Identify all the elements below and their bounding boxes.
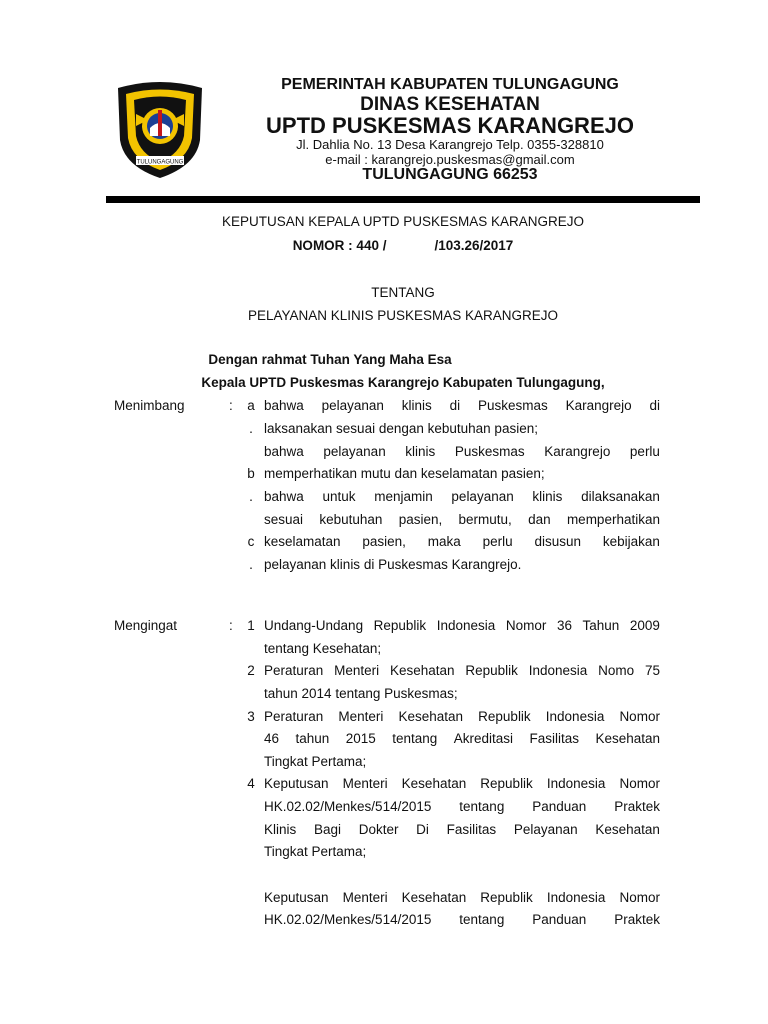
menimbang-colon: : (229, 398, 233, 413)
menimbang-label: Menimbang (114, 398, 185, 413)
word: pasien, (362, 534, 406, 549)
word: Menteri (334, 663, 380, 678)
word: Indonesia (528, 663, 588, 678)
word: Nomor (505, 618, 547, 633)
word: bahwa (264, 398, 304, 413)
word: 2009 (629, 618, 660, 633)
mengingat-line (264, 731, 660, 746)
mengingat-line (264, 618, 660, 633)
mengingat-label: Mengingat (114, 618, 178, 633)
menimbang-line (264, 489, 660, 504)
mengingat-line (264, 799, 660, 814)
mengingat-line (264, 709, 660, 724)
menimbang-line (264, 398, 660, 413)
decree-title: KEPUTUSAN KEPALA UPTD PUSKESMAS KARANGREJO (221, 214, 585, 229)
letterhead-address: Jl. Dahlia No. 13 Desa Karangrejo Telp. 0355-328810 (296, 137, 604, 152)
decree-number-prefix: NOMOR : 440 / (292, 238, 387, 253)
word: dilaksanakan (581, 489, 660, 504)
word: Puskesmas (454, 444, 525, 459)
word: Kesehatan (401, 890, 467, 905)
word: klinis (401, 398, 432, 413)
word: Indonesia (546, 890, 606, 905)
word: Tahun (582, 618, 620, 633)
word: Pelayanan (513, 822, 578, 837)
word: Karangrejo (544, 444, 611, 459)
word: 46 (264, 731, 280, 746)
letterhead-government: PEMERINTAH KABUPATEN TULUNGAGUNG (281, 76, 619, 93)
word: sesuai (264, 512, 304, 527)
about-heading: TENTANG (371, 285, 435, 300)
menimbang-marker: . (249, 557, 253, 572)
word: Kesehatan (398, 709, 464, 724)
word: Republik (480, 890, 533, 905)
mengingat-line (264, 663, 660, 678)
word: 36 (556, 618, 572, 633)
word: tentang (459, 912, 505, 927)
word: Keputusan (264, 890, 329, 905)
menimbang-marker: . (249, 489, 253, 504)
logo-text: TULUNGAGUNG (136, 159, 184, 166)
letterhead-department: DINAS KESEHATAN (360, 94, 540, 115)
mengingat-number: 1 (247, 618, 255, 633)
word: Nomor (619, 709, 660, 724)
menimbang-marker: c (247, 534, 255, 549)
word: Kesehatan (595, 731, 660, 746)
letterhead-institution: UPTD PUSKESMAS KARANGREJO (266, 113, 634, 138)
letterhead-email: e-mail : karangrejo.puskesmas@gmail.com (325, 152, 575, 167)
word: pelayanan (323, 444, 386, 459)
word: Kesehatan (401, 776, 467, 791)
word: HK.02.02/Menkes/514/2015 (264, 799, 432, 814)
word: Kesehatan (595, 822, 660, 837)
word: Klinis (264, 822, 297, 837)
decree-number (106, 238, 700, 253)
word: Indonesia (436, 618, 496, 633)
letterhead-city: TULUNGAGUNG 66253 (362, 166, 538, 183)
word: Republik (478, 709, 531, 724)
authority-line: Kepala UPTD Puskesmas Karangrejo Kabupaten Tulungagung, (201, 375, 605, 390)
word: bahwa (264, 444, 304, 459)
mengingat-line (264, 912, 660, 927)
blessing-line: Dengan rahmat Tuhan Yang Maha Esa (208, 352, 452, 367)
word: Menteri (338, 709, 384, 724)
word: Praktek (614, 912, 660, 927)
word: maka (427, 534, 461, 549)
word: Nomor (619, 776, 660, 791)
word: Republik (465, 663, 518, 678)
menimbang-line (264, 512, 660, 527)
menimbang-marker: . (249, 421, 253, 436)
word: perlu (629, 444, 660, 459)
word: Praktek (614, 799, 660, 814)
word: keselamatan (264, 534, 341, 549)
mengingat-number: 4 (247, 776, 255, 791)
word: Panduan (532, 799, 587, 814)
word: klinis (532, 489, 563, 504)
word: Dokter (358, 822, 399, 837)
letterhead-divider (106, 196, 700, 203)
word: 75 (644, 663, 660, 678)
word: Republik (480, 776, 533, 791)
mengingat-number: 3 (247, 709, 255, 724)
mengingat-line: tahun 2014 tentang Puskesmas; (264, 686, 458, 701)
word: Bagi (313, 822, 341, 837)
mengingat-line (264, 776, 660, 791)
word: bahwa (264, 489, 304, 504)
word: disusun (534, 534, 582, 549)
word: Kesehatan (389, 663, 455, 678)
mengingat-line: tentang Kesehatan; (264, 641, 382, 656)
mengingat-colon: : (229, 618, 233, 633)
mengingat-number: 2 (247, 663, 255, 678)
word: pelayanan (321, 398, 384, 413)
mengingat-line (264, 890, 660, 905)
menimbang-line: laksanakan sesuai dengan kebutuhan pasien; (264, 421, 538, 436)
mengingat-line: Tingkat Pertama; (264, 754, 367, 769)
word: tentang (459, 799, 505, 814)
word: pasien, (398, 512, 443, 527)
word: Karangrejo (565, 398, 632, 413)
word: Indonesia (545, 709, 605, 724)
word: Fasilitas (529, 731, 579, 746)
decree-subject: PELAYANAN KLINIS PUSKESMAS KARANGREJO (247, 308, 559, 323)
word: di (649, 398, 660, 413)
word: Peraturan (264, 709, 324, 724)
word: pelayanan (451, 489, 514, 504)
word: Republik (373, 618, 427, 633)
word: HK.02.02/Menkes/514/2015 (264, 912, 432, 927)
word: Di (416, 822, 429, 837)
mengingat-line (264, 822, 660, 837)
word: perlu (482, 534, 513, 549)
word: kebutuhan (319, 512, 383, 527)
word: Indonesia (546, 776, 606, 791)
word: Panduan (532, 912, 587, 927)
word: di (449, 398, 461, 413)
word: Menteri (342, 776, 388, 791)
word: kebijakan (602, 534, 660, 549)
word: Keputusan (264, 776, 329, 791)
word: menjamin (374, 489, 433, 504)
decree-number-suffix: /103.26/2017 (434, 238, 514, 253)
word: Menteri (342, 890, 388, 905)
word: Nomo (598, 663, 635, 678)
word: 2015 (345, 731, 376, 746)
word: tentang (392, 731, 438, 746)
menimbang-line: memperhatikan mutu dan keselamatan pasien; (264, 466, 545, 481)
menimbang-line (264, 534, 660, 549)
word: dan (528, 512, 551, 527)
menimbang-line: pelayanan klinis di Puskesmas Karangrejo. (264, 557, 522, 572)
word: bermutu, (458, 512, 512, 527)
word: Peraturan (264, 663, 324, 678)
mengingat-line: Tingkat Pertama; (264, 844, 367, 859)
word: klinis (405, 444, 436, 459)
menimbang-marker: b (247, 466, 255, 481)
menimbang-marker: a (247, 398, 255, 413)
word: Nomor (619, 890, 660, 905)
word: untuk (322, 489, 356, 504)
menimbang-line (264, 444, 660, 459)
word: Fasilitas (446, 822, 497, 837)
word: memperhatikan (566, 512, 660, 527)
word: Puskesmas (477, 398, 548, 413)
word: Undang-Undang (264, 618, 364, 633)
word: Akreditasi (453, 731, 514, 746)
word: tahun (295, 731, 330, 746)
kabupaten-tulungagung-logo (112, 80, 208, 180)
